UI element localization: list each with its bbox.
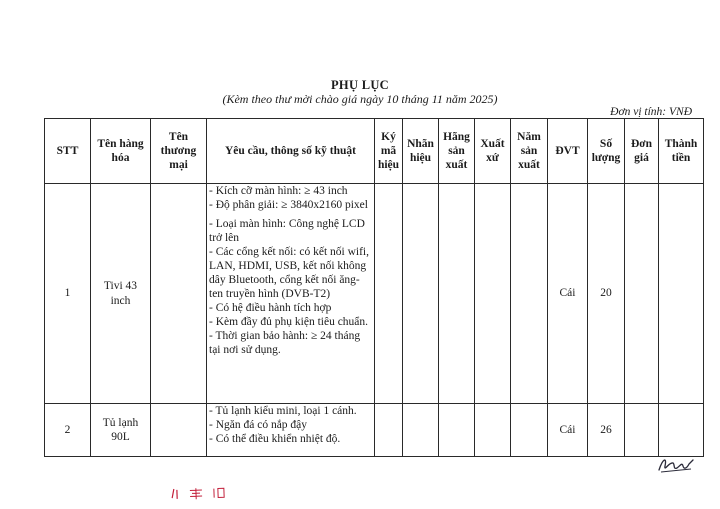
row-quantity: 26 xyxy=(588,404,625,457)
row-model-code xyxy=(375,184,403,404)
row-model-code xyxy=(375,404,403,457)
row-specs xyxy=(207,404,375,457)
row-quantity: 20 xyxy=(588,184,625,404)
spec-line: - Loại màn hình: Công nghệ LCD trở lên xyxy=(209,218,365,245)
header-nhan-hieu: Nhãn hiệu xyxy=(403,119,439,184)
row-item-name: Tivi 43 inch xyxy=(91,184,151,404)
header-thanh-tien: Thành tiền xyxy=(659,119,704,184)
spec-line: - Ngăn đá có nắp đậy xyxy=(209,419,308,432)
red-stamp-mark xyxy=(168,484,239,502)
header-don-gia: Đơn giá xyxy=(625,119,659,184)
document-subtitle: (Kèm theo thư mời chào giá ngày 10 tháng 11 năm 2025) xyxy=(222,92,498,106)
row-total xyxy=(659,404,704,457)
currency-unit-note: Đơn vị tính: VNĐ xyxy=(610,106,692,118)
spec-line: - Tủ lạnh kiểu mini, loại 1 cánh. xyxy=(209,405,357,417)
row-total xyxy=(659,184,704,404)
row-manufacturer xyxy=(439,404,475,457)
header-nam-san-xuat: Năm sản xuất xyxy=(511,119,548,184)
document-title: PHỤ LỤC xyxy=(330,78,389,92)
header-ky-ma-hieu: Ký mã hiệu xyxy=(375,119,403,184)
row-unit: Cái xyxy=(548,404,588,457)
header-hang-san-xuat: Hãng sản xuất xyxy=(439,119,475,184)
table-header-row xyxy=(45,119,704,184)
header-dvt: ĐVT xyxy=(548,119,588,184)
spec-line: - Thời gian bảo hành: ≥ 24 tháng tại nơi sử dụng. xyxy=(209,330,361,357)
header-xuat-xu: Xuất xứ xyxy=(475,119,511,184)
row-year xyxy=(511,404,548,457)
row-item-name: Tủ lạnh 90L xyxy=(91,404,151,457)
goods-table xyxy=(44,118,704,457)
row-manufacturer xyxy=(439,184,475,404)
header-ten-hang-hoa: Tên hàng hóa xyxy=(91,119,151,184)
row-brand xyxy=(403,184,439,404)
table-row xyxy=(45,184,704,404)
spec-line: - Có hệ điều hành tích hợp xyxy=(209,302,332,315)
table-row xyxy=(45,404,704,457)
row-specs xyxy=(207,184,375,404)
header-ten-thuong-mai: Tên thương mại xyxy=(151,119,207,184)
header-stt: STT xyxy=(45,119,91,184)
row-origin xyxy=(475,404,511,457)
row-stt: 2 xyxy=(45,404,91,457)
handwritten-initials xyxy=(655,454,697,476)
row-unit: Cái xyxy=(548,184,588,404)
spec-line: - Các cổng kết nối: có kết nối wifi, LAN, HDMI, USB, kết nối không dây Bluetooth, cổng kết nối ăng-ten truyền hình (DVB-T2) xyxy=(209,246,370,301)
spec-line: - Kích cỡ màn hình: ≥ 43 inch xyxy=(209,185,348,197)
spec-line: - Độ phân giải: ≥ 3840x2160 pixel xyxy=(209,199,368,212)
spec-line: - Kèm đầy đủ phụ kiện tiêu chuẩn. xyxy=(209,316,369,329)
spec-line: - Có thể điều khiển nhiệt độ. xyxy=(209,433,341,446)
header-so-luong: Số lượng xyxy=(588,119,625,184)
row-unit-price xyxy=(625,184,659,404)
row-stt: 1 xyxy=(45,184,91,404)
row-unit-price xyxy=(625,404,659,457)
row-origin xyxy=(475,184,511,404)
row-trade-name xyxy=(151,184,207,404)
row-trade-name xyxy=(151,404,207,457)
row-brand xyxy=(403,404,439,457)
header-yeu-cau: Yêu cầu, thông số kỹ thuật xyxy=(207,119,375,184)
row-year xyxy=(511,184,548,404)
